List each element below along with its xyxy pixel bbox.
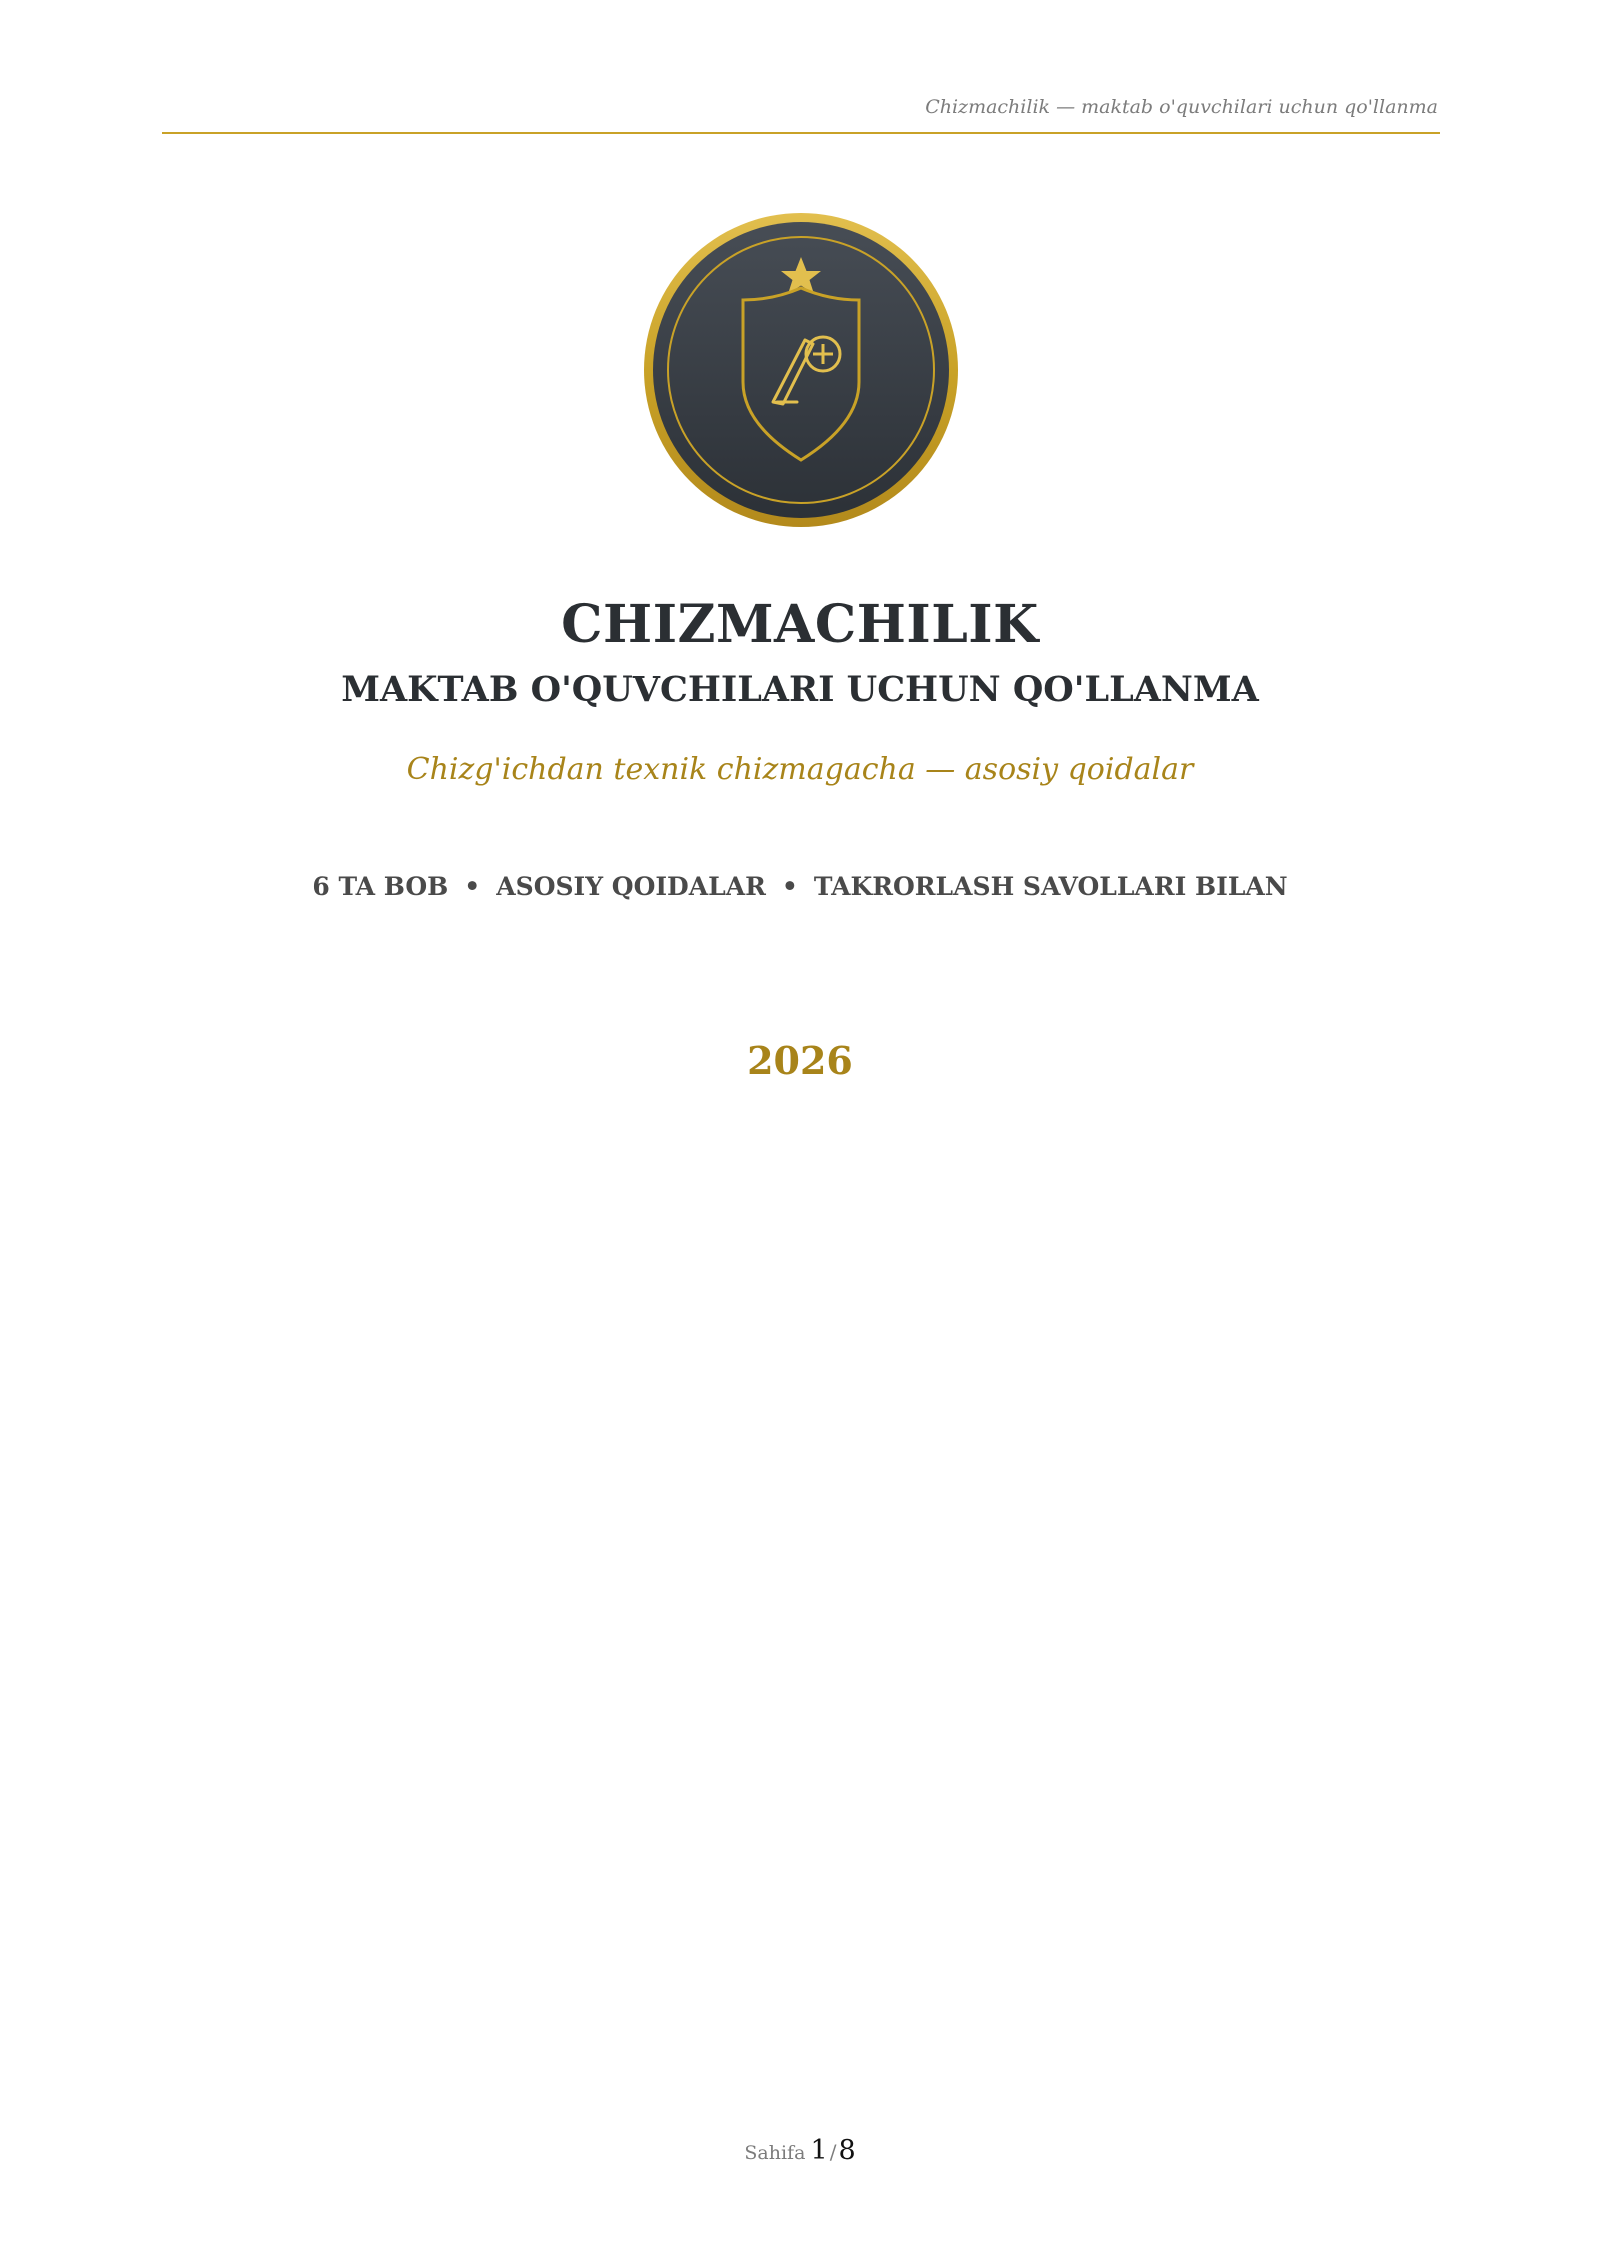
subtitle: MAKTAB O'QUVCHILARI UCHUN QO'LLANMA	[341, 669, 1259, 710]
feature-questions: TAKRORLASH SAVOLLARI BILAN	[813, 872, 1288, 901]
page-footer	[0, 2135, 1600, 2166]
feature-rules: ASOSIY QOIDALAR	[496, 872, 766, 901]
page-label: Sahifa	[744, 2142, 806, 2164]
page-header	[162, 92, 1440, 134]
current-page-number: 1	[810, 2135, 828, 2166]
features-line	[0, 872, 1600, 901]
main-title: CHIZMACHILIK	[561, 594, 1039, 655]
feature-separator: •	[781, 872, 798, 901]
shield-compass-star-icon	[643, 212, 959, 528]
running-title: Chizmachilik — maktab o'quvchilari uchun qo'llanma	[925, 96, 1438, 118]
feature-chapters: 6 TA BOB	[312, 872, 449, 901]
tagline: Chizg'ichdan texnik chizmagacha — asosiy qoidalar	[406, 752, 1194, 787]
feature-separator: •	[464, 872, 481, 901]
publication-year: 2026	[747, 1038, 853, 1083]
page-separator: /	[829, 2140, 837, 2164]
total-pages-number: 8	[838, 2135, 856, 2166]
emblem-logo	[643, 212, 959, 528]
title-block	[0, 585, 1600, 715]
